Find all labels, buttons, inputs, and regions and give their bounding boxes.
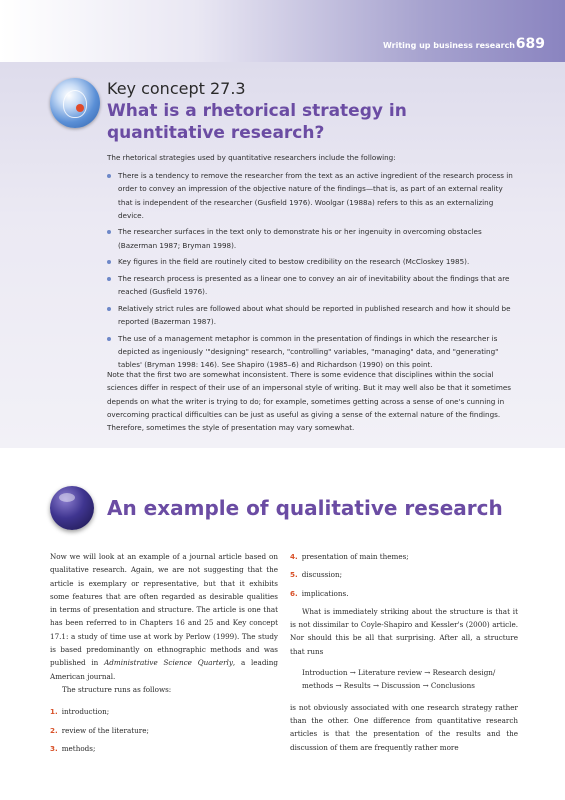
paragraph: The structure runs as follows: <box>62 684 172 694</box>
paragraph-text: , a leading American journal. <box>50 658 278 681</box>
list-item: 3. methods; <box>50 743 96 753</box>
list-item: 6. implications. <box>290 588 349 598</box>
key-concept-bullets <box>107 169 519 375</box>
list-item: 1. introduction; <box>50 707 110 717</box>
section-title: An example of qualitative research <box>107 496 503 520</box>
list-item: 4. presentation of main themes; <box>290 552 409 561</box>
lightbulb-icon <box>50 78 100 128</box>
key-concept-label: Key concept 27.3 <box>107 79 246 98</box>
paragraph-text: Now we will look at an example of a journal article based on qualitative research. Again, we are not suggesting that the article is exemplary or representative, but that it exhibits some features that are often regarded as desirable qualities in terms of presentation and structure. The article is one that has been referred to in Chapters 16 and 25 and Key concept 17.1: a study of time use at work by Perlow (1999). The study is based predominantly on ethnographic methods and was published in <box>50 552 278 668</box>
structure-list-cont <box>290 550 518 600</box>
journal-name: Administrative Science Quarterly <box>104 658 233 668</box>
list-item: 2. review of the literature; <box>50 725 149 735</box>
key-concept-title: What is a rhetorical strategy in quantitative research? <box>107 101 407 143</box>
right-column <box>290 550 518 754</box>
bullet-item: The research process is presented as a linear one to convey an air of inevitability about the findings that are reached (Gusfield 1976). <box>107 272 519 299</box>
list-item: 5. discussion; <box>290 570 343 580</box>
paragraph: What is immediately striking about the structure is that it is not dissimilar to Coyle-Shapiro and Kessler's (2000) article. Nor should this be all that surprising. After all, a structure that runs <box>290 606 518 656</box>
running-head: Writing up business research <box>382 41 515 50</box>
paragraph: is not obviously associated with one research strategy rather than the other. One difference from quantitative research articles is that the presentation of the results and the discussion of them are frequently rather more <box>290 702 518 752</box>
structure-flow: Introduction → Literature review → Research design/ methods → Results → Discussion → Conclusions <box>302 668 496 691</box>
left-column <box>50 550 278 760</box>
bullet-item: The researcher surfaces in the text only to demonstrate his or her ingenuity in overcoming obstacles (Bazerman 1987; Bryman 1998). <box>107 225 519 252</box>
bullet-item: Key figures in the field are routinely cited to bestow credibility on the research (McCloskey 1985). <box>107 255 519 268</box>
structure-list <box>50 705 278 755</box>
page-number: 689 <box>515 36 545 52</box>
bullet-item: The use of a management metaphor is common in the presentation of findings in which the researcher is depicted as ingeniously '"designing" research, "controlling" variables, "managing" data, and "generating" tables' (Bryman 1998: 146). See Shapiro (1985–6) and Richardson (1990) on this point. <box>107 332 519 372</box>
paragraph <box>50 550 278 683</box>
bullet-item: Relatively strict rules are followed about what should be reported in published research and how it should be reported (Bazerman 1987). <box>107 302 519 329</box>
globe-icon <box>50 486 94 530</box>
header-band <box>0 0 565 62</box>
key-concept-intro: The rhetorical strategies used by quantitative researchers include the following: <box>107 153 396 162</box>
bullet-item: There is a tendency to remove the researcher from the text as an active ingredient of the research process in order to convey an impression of the objective nature of the findings—that is, as part of an external reality that is independent of the researcher (Gusfield 1976). Woolgar (1988a) refers to this as an externalizing device. <box>107 169 519 222</box>
key-concept-note: Note that the first two are somewhat inconsistent. There is some evidence that disciplines within the social sciences differ in respect of their use of an impersonal style of writing. But it may well also be that it sometimes depends on what the writer is trying to do; for example, sometimes getting across a sense of one's cunning in overcoming practical difficulties can be just as useful as giving a sense of the external nature of the findings. Therefore, sometimes the style of presentation may vary somewhat. <box>107 370 512 433</box>
